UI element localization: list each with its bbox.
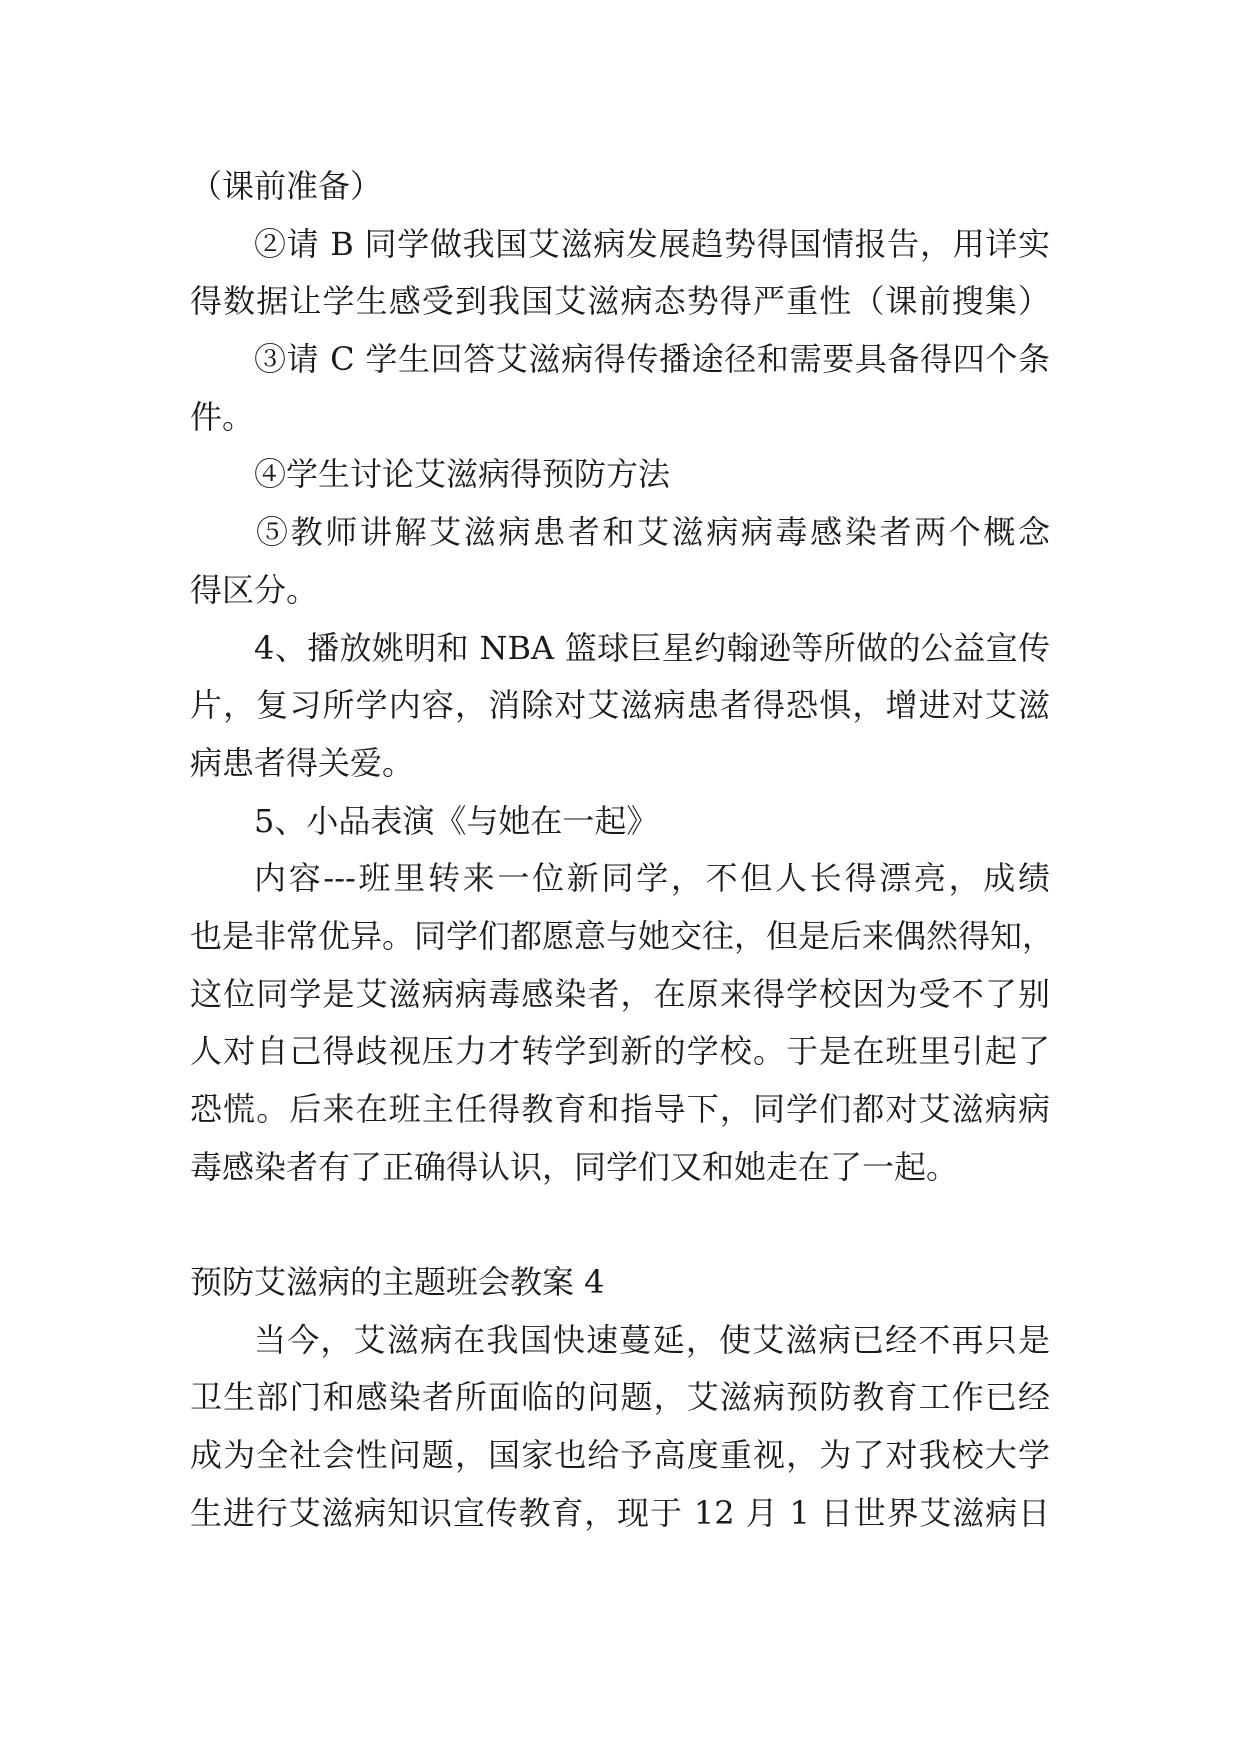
text-line: 当今，艾滋病在我国快速蔓延，使艾滋病已经不再只是 — [254, 1320, 1050, 1359]
text-line: ⑤教师讲解艾滋病患者和艾滋病病毒感染者两个概念 — [256, 513, 1050, 552]
text-line: 4、播放姚明和 NBA 篮球巨星约翰逊等所做的公益宣传 — [254, 628, 1050, 667]
text-line: 片，复习所学内容，消除对艾滋病患者得恐惧，增进对艾滋 — [190, 686, 1050, 725]
text-line: 件。 — [190, 397, 255, 436]
text-line: ②请 B 同学做我国艾滋病发展趋势得国情报告，用详实 — [254, 224, 1050, 263]
text-line: 生进行艾滋病知识宣传教育，现于 12 月 1 日世界艾滋病日 — [190, 1493, 1050, 1532]
text-line: 得数据让学生感受到我国艾滋病态势得严重性（课前搜集） — [190, 282, 1050, 321]
text-line: 得区分。 — [190, 570, 319, 609]
text-line: 内容---班里转来一位新同学，不但人长得漂亮，成绩 — [254, 859, 1050, 898]
text-line: 5、小品表演《与她在一起》 — [254, 801, 659, 840]
text-line: 卫生部门和感染者所面临的问题，艾滋病预防教育工作已经 — [190, 1378, 1050, 1417]
text-line: 也是非常优异。同学们都愿意与她交往，但是后来偶然得知， — [190, 916, 1055, 955]
text-line: 病患者得关爱。 — [190, 743, 415, 782]
blank-line — [190, 1196, 1050, 1254]
text-line: （课前准备） — [190, 167, 383, 205]
text-line: 人对自己得歧视压力才转学到新的学校。于是在班里引起了 — [190, 1032, 1050, 1071]
text-line: 毒感染者有了正确得认识，同学们又和她走在了一起。 — [190, 1147, 959, 1186]
text-line: 恐慌。后来在班主任得教育和指导下，同学们都对艾滋病病 — [190, 1090, 1050, 1128]
text-line: ③请 C 学生回答艾滋病得传播途径和需要具备得四个条 — [254, 340, 1050, 379]
text-line: 这位同学是艾滋病病毒感染者，在原来得学校因为受不了别 — [190, 974, 1050, 1013]
text-line: ④学生讨论艾滋病得预防方法 — [254, 455, 671, 494]
text-line: 成为全社会性问题，国家也给予高度重视，为了对我校大学 — [190, 1436, 1050, 1475]
document-page — [190, 158, 1055, 1543]
section-heading: 预防艾滋病的主题班会教案 4 — [190, 1263, 605, 1302]
